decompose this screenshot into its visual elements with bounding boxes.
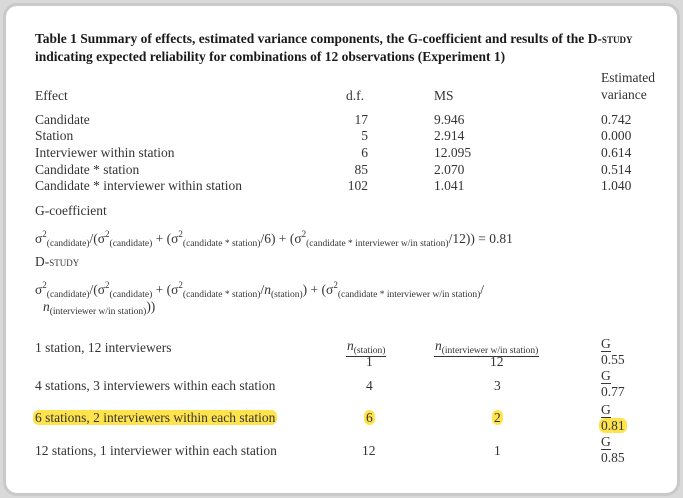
title-text-2: indicating expected reliability for combinations of 12 observations (Experiment 1) [35, 49, 506, 64]
row-effect: Candidate * station [35, 162, 140, 177]
table-title [35, 30, 655, 66]
combo-stations: 4 [366, 378, 373, 393]
row-df: 5 [361, 128, 368, 143]
combo-label: 1 station, 12 interviewers [35, 340, 172, 355]
table-number: Table 1 [35, 31, 77, 46]
combo-interviewers: 1 [494, 443, 501, 458]
title-dstudy: D-study [587, 31, 633, 46]
row-ms: 2.914 [434, 128, 465, 143]
row-df: 85 [354, 162, 368, 177]
row-variance: 0.742 [601, 112, 632, 127]
row-df: 102 [347, 178, 368, 193]
header-variance-2: variance [601, 87, 647, 102]
row-effect: Candidate * interviewer within station [35, 178, 242, 193]
combo-g: 0.85 [601, 450, 625, 465]
row-variance: 1.040 [601, 178, 632, 193]
gcoef-label: G-coefficient [35, 203, 107, 218]
row-ms: 1.041 [434, 178, 465, 193]
combo-interviewers: 3 [494, 378, 501, 393]
combo-label-highlighted: 6 stations, 2 interviewers within each station [35, 410, 276, 425]
row-variance: 0.614 [601, 145, 632, 160]
header-effect: Effect [35, 88, 68, 103]
row-variance: 0.000 [601, 128, 632, 143]
gcoef-result: = 0.81 [478, 231, 513, 246]
combo-stations: 1 [366, 354, 373, 369]
dstudy-label: D-study [35, 254, 80, 269]
dstudy-formula-line2: $n_{(interviewer w/in station)}$)) [43, 299, 156, 317]
combo-label: 4 stations, 3 interviewers within each station [35, 378, 276, 393]
title-text-1: Summary of effects, estimated variance components, the G-coefficient and results of the [80, 31, 588, 46]
combo-g-header: G [601, 336, 611, 351]
combo-g: 0.55 [601, 352, 625, 367]
dstudy-col-interviewers: $n_{(interviewer w/in station)}$ [435, 338, 539, 356]
row-ms: 12.095 [434, 145, 472, 160]
combo-g-highlighted: 0.81 [601, 418, 625, 433]
combo-interviewers-highlighted: 2 [494, 410, 501, 425]
combo-stations: 12 [362, 443, 376, 458]
gcoef-formula: $\sigma^2_{(candidate)}/(\sigma^2_{(candidate)} + (\sigma^2_{(candidate * station)}/6) + (\sigma^2_{(candidate * interviewer w/in station)}/12)) = 0.81$ [35, 229, 513, 249]
row-variance: 0.514 [601, 162, 632, 177]
combo-g: 0.77 [601, 384, 625, 399]
dstudy-formula-line1: $\sigma^2_{(candidate)}/(\sigma^2_{(candidate)} + (\sigma^2_{(candidate * station)}/n_{(station)}) + (\sigma^2_{(candidate * interviewer w/in station)}/$ [35, 280, 485, 300]
row-effect: Station [35, 128, 74, 143]
row-effect: Candidate [35, 112, 90, 127]
table-frame [3, 3, 680, 496]
combo-g-header: G [601, 368, 611, 383]
dstudy-col-stations: $n_{(station)}$ [347, 338, 386, 356]
row-ms: 9.946 [434, 112, 465, 127]
combo-g-header: G [601, 434, 611, 449]
header-variance-1: Estimated [601, 70, 655, 85]
row-effect: Interviewer within station [35, 145, 175, 160]
combo-g-header: G [601, 402, 611, 417]
row-df: 6 [361, 145, 368, 160]
combo-stations-highlighted: 6 [366, 410, 373, 425]
header-df: d.f. [346, 88, 364, 103]
combo-interviewers: 12 [490, 354, 504, 369]
row-ms: 2.070 [434, 162, 465, 177]
row-df: 17 [354, 112, 368, 127]
header-ms: MS [434, 88, 454, 103]
combo-label: 12 stations, 1 interviewer within each station [35, 443, 277, 458]
